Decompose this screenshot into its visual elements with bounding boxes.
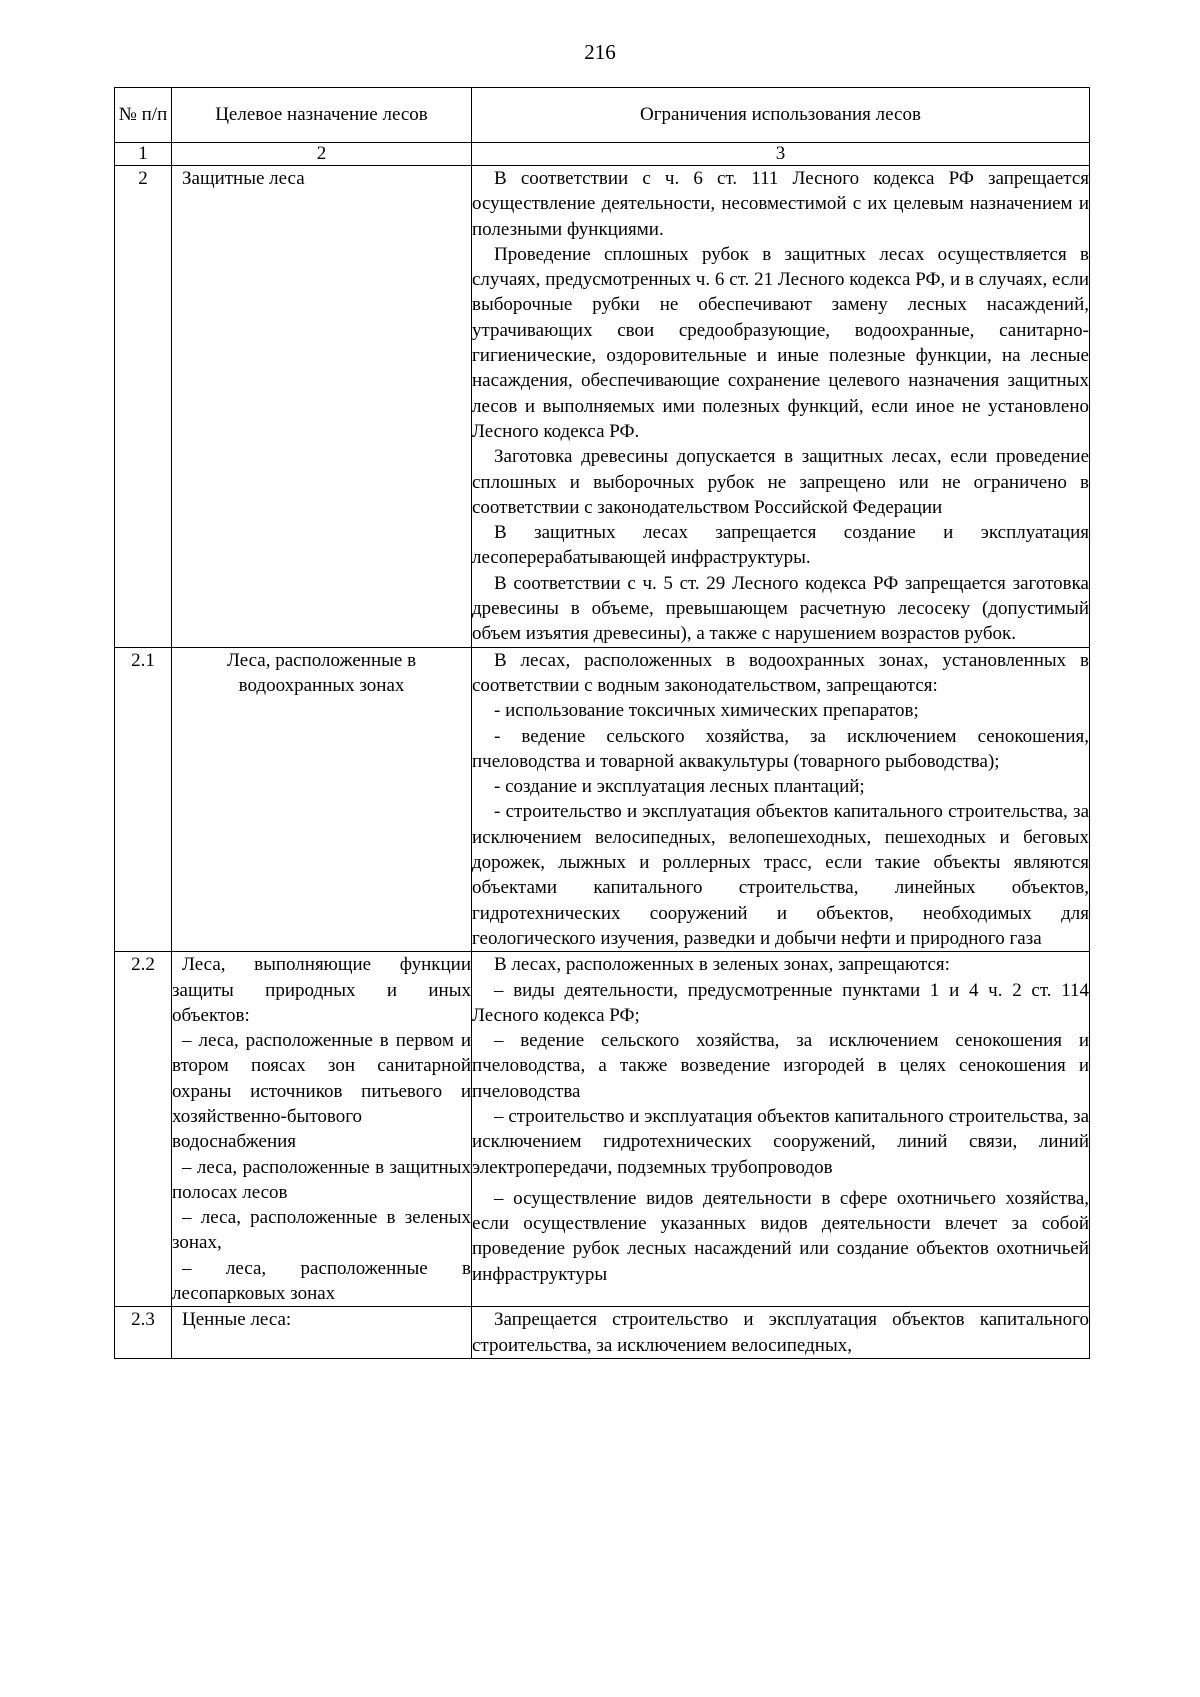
column-index-2: 2 — [172, 143, 472, 166]
table-row — [115, 1307, 1090, 1359]
restriction-paragraph: В соответствии с ч. 6 ст. 111 Лесного кодекса РФ запрещается осуществление деятельности, несовместимой с их целевым назначением и полезными функциями. — [472, 168, 1089, 240]
row-restrictions — [472, 647, 1090, 952]
table-row — [115, 647, 1090, 952]
table-row — [115, 952, 1090, 1307]
row-purpose — [172, 1307, 472, 1359]
column-index-row — [115, 143, 1090, 166]
column-index-3: 3 — [472, 143, 1090, 166]
purpose-line: Ценные леса: — [182, 1309, 292, 1331]
row-restrictions — [472, 166, 1090, 648]
row-number: 2.3 — [115, 1307, 172, 1359]
row-restrictions — [472, 1307, 1090, 1359]
restriction-paragraph: - ведение сельского хозяйства, за исключением сенокошения, пчеловодства и товарной аквакультуры (товарного рыбоводства); — [472, 725, 1089, 772]
row-number: 2 — [115, 166, 172, 648]
restriction-paragraph: В лесах, расположенных в водоохранных зонах, установленных в соответствии с водным законодательством, запрещаются: — [472, 649, 1089, 696]
purpose-line: – леса, расположенные в зеленых зонах, — [172, 1207, 471, 1254]
row-purpose — [172, 166, 472, 648]
row-number: 2.1 — [115, 647, 172, 952]
restriction-paragraph: Проведение сплошных рубок в защитных лесах осуществляется в случаях, предусмотренных ч. 6 ст. 21 Лесного кодекса РФ, и в случаях, если выборочные рубки не обеспечивают замену лесных насаждений, утрачивающих свои средообразующие, водоохранные, санитарно-гигиенические, оздоровительные и иные полезные функции, на лесные насаждения, обеспечивающие сохранение целевого назначения защитных лесов и выполняемых ими полезных функций, если иное не установлено Лесного кодекса РФ. — [472, 243, 1089, 442]
purpose-line: – леса, расположенные в лесопарковых зонах — [172, 1257, 471, 1305]
row-purpose — [172, 952, 472, 1307]
page-number: 216 — [584, 40, 616, 64]
purpose-line: – леса, расположенные в первом и втором поясах зон санитарной охраны источников питьевого и хозяйственно-бытового водоснабжения — [172, 1030, 471, 1153]
header-row — [115, 88, 1090, 143]
purpose-line: – леса, расположенные в защитных полосах лесов — [172, 1156, 471, 1203]
restriction-paragraph: – строительство и эксплуатация объектов капитального строительства, за исключением гидротехнических сооружений, линий связи, линий электропередачи, подземных трубопроводов — [472, 1105, 1089, 1178]
restriction-paragraph: – осуществление видов деятельности в сфере охотничьего хозяйства, если осуществление указанных видов деятельности влечет за собой проведение рубок лесных насаждений или создание объектов охотничьей инфраструктуры — [472, 1187, 1089, 1285]
table-row — [115, 166, 1090, 648]
restriction-paragraph: – виды деятельности, предусмотренные пунктами 1 и 4 ч. 2 ст. 114 Лесного кодекса РФ; — [472, 979, 1089, 1026]
purpose-line: Леса, выполняющие функции защиты природных и иных объектов: — [172, 954, 471, 1026]
header-restrictions: Ограничения использования лесов — [472, 88, 1090, 143]
restriction-paragraph: В лесах, расположенных в зеленых зонах, запрещаются: — [494, 954, 950, 976]
column-index-1: 1 — [115, 143, 172, 166]
restriction-paragraph: В защитных лесах запрещается создание и эксплуатация лесоперерабатывающей инфраструктуры. — [472, 522, 1089, 569]
row-number: 2.2 — [115, 952, 172, 1307]
restriction-paragraph: Заготовка древесины допускается в защитных лесах, если проведение сплошных и выборочных рубок не запрещено или не ограничено в соответствии с законодательством Российской Федерации — [472, 446, 1089, 518]
restriction-paragraph: – ведение сельского хозяйства, за исключением сенокошения и пчеловодства, а также возведение изгородей в целях сенокошения и пчеловодства — [472, 1030, 1089, 1102]
purpose-line: Леса, расположенные в водоохранных зонах — [226, 649, 417, 696]
header-purpose: Целевое назначение лесов — [172, 88, 472, 143]
purpose-line: Защитные леса — [182, 168, 305, 189]
row-restrictions — [472, 952, 1090, 1307]
restriction-paragraph: - строительство и эксплуатация объектов капитального строительства, за исключением велосипедных, велопешеходных, пешеходных и беговых дорожек, лыжных и роллерных трасс, если такие объекты являются объектами капитального строительства, линейных объектов, гидротехнических сооружений и объектов, необходимых для геологического изучения, разведки и добычи нефти и природного газа — [472, 801, 1089, 949]
restriction-paragraph: - создание и эксплуатация лесных плантаций; — [494, 776, 865, 798]
header-num: № п/п — [115, 88, 172, 143]
forest-restrictions-table — [114, 87, 1090, 1359]
row-purpose — [172, 647, 472, 952]
restriction-paragraph: - использование токсичных химических препаратов; — [494, 700, 919, 722]
restriction-paragraph: Запрещается строительство и эксплуатация объектов капитального строительства, за исключением велосипедных, — [472, 1309, 1089, 1356]
restriction-paragraph: В соответствии с ч. 5 ст. 29 Лесного кодекса РФ запрещается заготовка древесины в объеме, превышающем расчетную лесосеку (допустимый объем изъятия древесины), а также с нарушением возрастов рубок. — [472, 572, 1089, 645]
